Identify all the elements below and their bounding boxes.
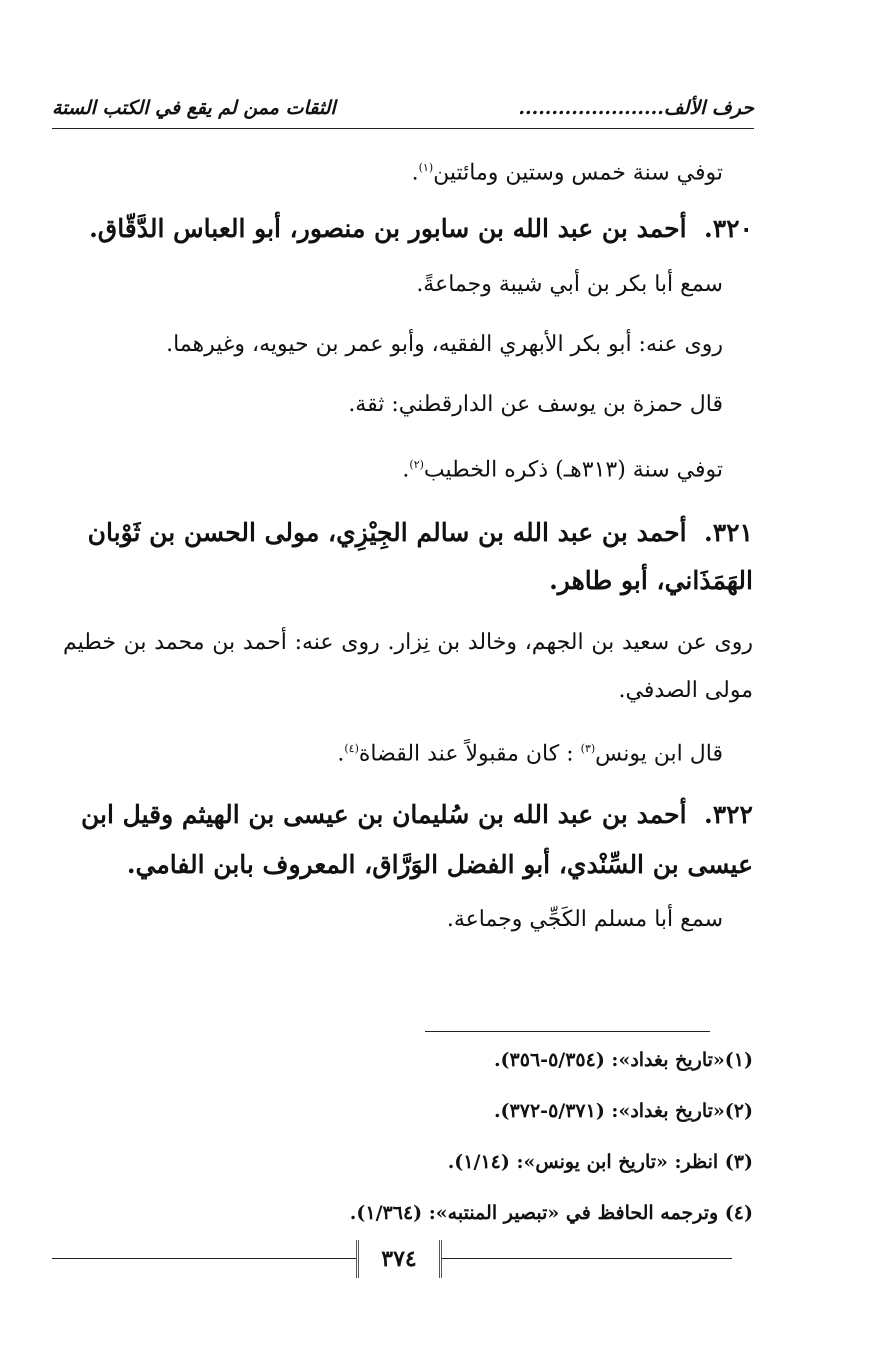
running-header <box>52 88 754 129</box>
footnote-item: (٤) وترجمه الحافظ في «تبصير المنتبه»: (١/٣٦٤). <box>349 1202 753 1224</box>
page-number: ٣٧٤ <box>356 1240 442 1278</box>
footnote-item: (٢)«تاريخ بغداد»: (٥/٣٧١-٣٧٢). <box>493 1100 753 1122</box>
entry-heading: ٣٢٠. أحمد بن عبد الله بن سابور بن منصور، أبو العباس الدَّقّاق. <box>63 209 753 249</box>
footnote-item: (٣) انظر: «تاريخ ابن يونس»: (١/١٤). <box>447 1151 753 1173</box>
page-body <box>63 148 753 938</box>
paragraph: توفي سنة خمس وستين ومائتين$^{(١)}$. <box>411 160 723 186</box>
footnote-item: (١)«تاريخ بغداد»: (٥/٣٥٤-٣٥٦). <box>493 1049 753 1071</box>
paragraph: سمع أبا بكر بن أبي شيبة وجماعةً. <box>416 272 723 298</box>
entry-number: ٣٢١. <box>703 517 753 547</box>
paragraph: روى عنه: أبو بكر الأبهري الفقيه، وأبو عمر بن حيويه، وغيرهما. <box>166 332 723 358</box>
entry-heading: ٣٢١. أحمد بن عبد الله بن سالم الجِيْزِي، مولى الحسن بن ثَوْبان الهَمَذَاني، أبو طاهر. <box>63 509 753 605</box>
paragraph: سمع أبا مسلم الكَجِّي وجماعة. <box>446 906 723 932</box>
entry-number: ٣٢٢. <box>703 799 753 829</box>
header-chapter: حرف الألف...................... <box>518 97 754 119</box>
paragraph: توفي سنة (٣١٣هـ) ذكره الخطيب$^{(٢)}$. <box>402 457 723 483</box>
paragraph: قال ابن يونس$^{(٣)}$ : كان مقبولاً عند القضاة$^{(٤)}$. <box>337 740 723 766</box>
paragraph: روى عن سعيد بن الجهم، وخالد بن نِزار. روى عنه: أحمد بن محمد بن خطيم مولى الصدفي. <box>63 629 753 703</box>
entry-heading: ٣٢٢. أحمد بن عبد الله بن سُليمان بن عيسى بن الهيثم وقيل ابن عيسى بن السِّنْدي، أبو الفضل الوَرَّاق، المعروف بابن الفامي. <box>63 790 753 890</box>
header-book-title: الثقات ممن لم يقع في الكتب الستة <box>52 97 336 119</box>
paragraph: قال حمزة بن يوسف عن الدارقطني: ثقة. <box>348 392 723 418</box>
footnote-divider <box>425 1031 710 1032</box>
footnotes <box>113 1048 753 1252</box>
entry-number: ٣٢٠. <box>703 214 753 244</box>
